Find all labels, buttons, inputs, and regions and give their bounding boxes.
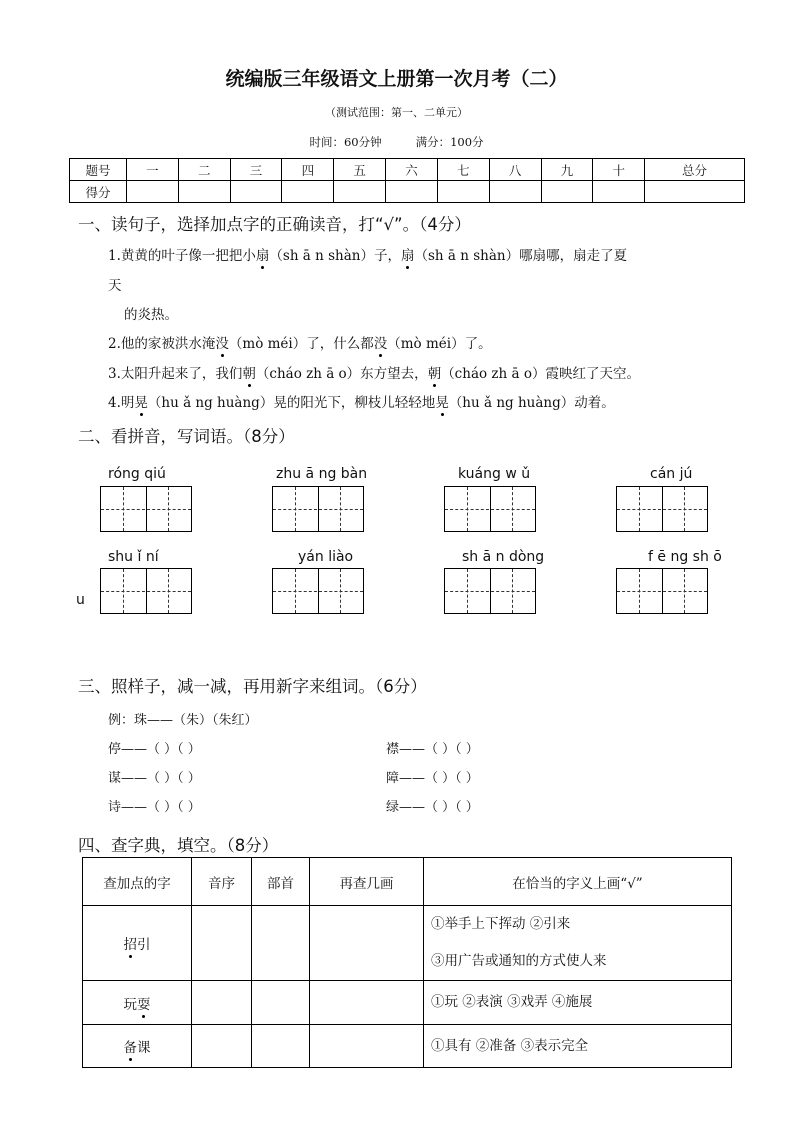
dict-header-row xyxy=(83,858,732,906)
dict-answer-cell[interactable] xyxy=(310,906,424,981)
time-limit: 时间：60分钟 xyxy=(309,135,382,149)
page-title: 统编版三年级语文上册第一次月考（二） xyxy=(225,68,568,90)
text-run: （hu ǎ ng huàng）晃的阳光下，柳枝儿轻轻地 xyxy=(147,395,436,411)
text-run: 2.他的家被洪水淹 xyxy=(108,336,216,352)
score-table-score-row xyxy=(70,181,745,203)
dotted-char: 朝 xyxy=(242,366,256,382)
writing-grid[interactable] xyxy=(100,568,192,614)
question-1-wrap: 天 xyxy=(108,278,122,294)
dict-word xyxy=(83,906,192,981)
writing-grid[interactable] xyxy=(100,486,192,532)
question-1-line xyxy=(108,244,627,264)
question-4-line xyxy=(108,391,615,411)
score-input-cell[interactable] xyxy=(282,181,334,203)
meaning-option: ①具有 ②准备 ③表示完全 xyxy=(431,1037,589,1054)
question-1-end: 的炎热。 xyxy=(124,307,178,323)
score-header-cell: 二 xyxy=(178,159,230,181)
dotted-char: 晃 xyxy=(134,395,148,411)
score-input-cell[interactable] xyxy=(178,181,230,203)
word-fill-item[interactable]: 停——（ ）（ ） xyxy=(108,742,201,757)
word-fill-item[interactable]: 谋——（ ）（ ） xyxy=(108,771,201,786)
word-fill-item[interactable]: 障——（ ）（ ） xyxy=(386,771,479,786)
writing-grid[interactable] xyxy=(444,486,536,532)
score-header-cell: 七 xyxy=(437,159,489,181)
dotted-char: 朝 xyxy=(427,366,442,382)
question-3-line xyxy=(108,362,640,382)
dotted-char: 扇 xyxy=(401,248,415,264)
question-2-line xyxy=(108,332,492,352)
score-header-cell: 十 xyxy=(593,159,645,181)
dict-answer-cell[interactable] xyxy=(310,1025,424,1068)
writing-grid[interactable] xyxy=(616,568,708,614)
writing-grid[interactable] xyxy=(272,486,364,532)
writing-grid[interactable] xyxy=(616,486,708,532)
word-fill-item[interactable]: 襟——（ ）（ ） xyxy=(386,742,479,757)
score-input-cell[interactable] xyxy=(541,181,593,203)
score-header-cell: 六 xyxy=(386,159,438,181)
dotted-char: 招 xyxy=(123,937,137,953)
example-line: 例：珠——（朱）（朱红） xyxy=(108,713,258,728)
text-run: （sh ā n shàn）哪扇哪，扇走了夏 xyxy=(414,248,628,264)
text-run: （sh ā n shàn）子， xyxy=(269,248,401,264)
score-input-cell[interactable] xyxy=(386,181,438,203)
writing-grid[interactable] xyxy=(272,568,364,614)
dict-answer-cell[interactable] xyxy=(252,906,310,981)
dotted-char: 耍 xyxy=(137,996,151,1013)
section-3-heading: 三、照样子，减一减，再用新字来组词。（6分） xyxy=(78,677,427,696)
section-1-heading: 一、读句子，选择加点字的正确读音，打“√”。（4分） xyxy=(78,215,471,234)
pinyin-label: f ē ng sh ō xyxy=(648,549,722,565)
score-input-cell[interactable] xyxy=(437,181,489,203)
dict-answer-cell[interactable] xyxy=(252,1025,310,1068)
meaning-option: ③用广告或通知的方式使人来 xyxy=(431,953,607,969)
dict-row xyxy=(83,981,732,1025)
text-run: （mò méi）了。 xyxy=(387,336,492,352)
dict-answer-cell[interactable] xyxy=(192,981,252,1025)
dict-col-header: 音序 xyxy=(192,858,252,906)
test-scope: （测试范围：第一、二单元） xyxy=(325,106,468,119)
meaning-option: ①举手上下挥动 ②引来 xyxy=(431,916,571,932)
dict-meanings[interactable] xyxy=(424,981,732,1025)
score-input-cell[interactable] xyxy=(593,181,645,203)
dict-row xyxy=(83,1025,732,1068)
dict-row xyxy=(83,906,732,981)
pinyin-label: shu ǐ ní xyxy=(108,549,159,565)
text-run: （cháo zh ā o）东方望去， xyxy=(255,366,428,382)
score-input-cell[interactable] xyxy=(230,181,282,203)
score-header-cell: 四 xyxy=(282,159,334,181)
score-table xyxy=(69,158,745,203)
score-header-cell: 题号 xyxy=(70,159,127,181)
score-header-cell: 三 xyxy=(230,159,282,181)
score-header-cell: 八 xyxy=(489,159,541,181)
dotted-char: 晃 xyxy=(435,395,449,411)
score-header-cell: 九 xyxy=(541,159,593,181)
section-4-heading: 四、查字典，填空。（8分） xyxy=(78,836,279,855)
word-fill-item[interactable]: 绿——（ ）（ ） xyxy=(386,800,479,815)
text-run: （mò méi）了，什么都 xyxy=(228,336,374,352)
score-table-header-row xyxy=(70,159,745,181)
dotted-char: 扇 xyxy=(255,248,270,264)
time-and-score xyxy=(0,134,793,150)
pinyin-label: cán jú xyxy=(650,466,693,482)
dict-meanings[interactable] xyxy=(424,1025,732,1068)
dict-word xyxy=(83,981,192,1025)
pinyin-overflow: u xyxy=(76,592,85,608)
text-run: 课 xyxy=(137,1040,151,1056)
score-input-cell[interactable] xyxy=(489,181,541,203)
text-run: 引 xyxy=(137,937,151,953)
text-run: （cháo zh ā o）霞映红了天空。 xyxy=(441,366,640,382)
pinyin-label: róng qiú xyxy=(108,466,166,482)
dict-answer-cell[interactable] xyxy=(192,906,252,981)
meaning-option: ①玩 ②表演 ③戏弄 ④施展 xyxy=(431,994,593,1010)
text-run: 1.黄黄的叶子像一把把小 xyxy=(108,248,256,264)
dotted-char: 备 xyxy=(123,1040,137,1056)
pinyin-label: yán liào xyxy=(298,549,354,565)
dict-answer-cell[interactable] xyxy=(252,981,310,1025)
score-input-cell[interactable] xyxy=(334,181,386,203)
dict-word xyxy=(83,1025,192,1068)
score-header-cell: 总分 xyxy=(645,159,745,181)
pinyin-label: sh ā n dòng xyxy=(462,549,545,565)
text-run: （hu ǎ ng huàng）动着。 xyxy=(448,395,615,411)
section-2-heading: 二、看拼音，写词语。（8分） xyxy=(78,427,295,446)
pinyin-label: kuáng w ǔ xyxy=(458,466,531,482)
score-row-label: 得分 xyxy=(70,181,127,203)
full-score: 满分：100分 xyxy=(415,135,484,149)
dict-col-header: 在恰当的字义上画“√” xyxy=(424,858,732,906)
dict-col-header: 再查几画 xyxy=(310,858,424,906)
score-header-cell: 五 xyxy=(334,159,386,181)
pinyin-label: zhu ā ng bàn xyxy=(276,466,368,482)
dotted-char: 没 xyxy=(373,336,388,352)
dictionary-table xyxy=(82,857,732,1068)
dict-col-header: 部首 xyxy=(252,858,310,906)
writing-grid[interactable] xyxy=(444,568,536,614)
text-run: 3.太阳升起来了，我们 xyxy=(108,366,243,382)
score-input-cell[interactable] xyxy=(645,181,745,203)
dict-answer-cell[interactable] xyxy=(192,1025,252,1068)
dict-col-header: 查加点的字 xyxy=(83,858,192,906)
score-input-cell[interactable] xyxy=(127,181,179,203)
dict-answer-cell[interactable] xyxy=(310,981,424,1025)
word-fill-item[interactable]: 诗——（ ）（ ） xyxy=(108,800,201,815)
text-run: 4.明 xyxy=(108,395,135,411)
dotted-char: 没 xyxy=(215,336,229,352)
score-header-cell: 一 xyxy=(127,159,179,181)
dict-meanings[interactable] xyxy=(424,906,732,981)
text-run: 玩 xyxy=(123,996,137,1013)
